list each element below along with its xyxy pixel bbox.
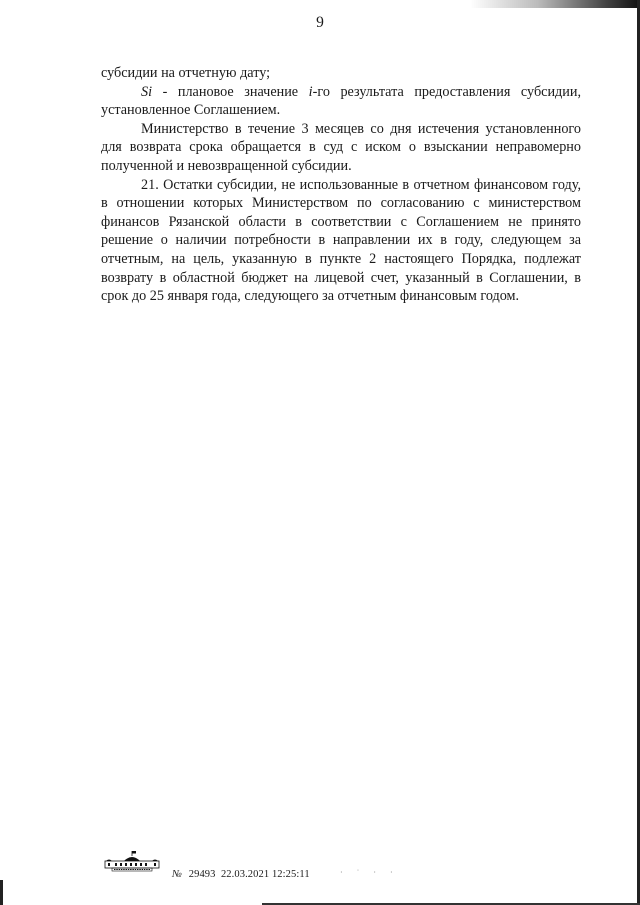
document-body <box>101 64 581 306</box>
variable-si: Si <box>141 83 153 100</box>
number-symbol: № <box>172 869 183 880</box>
registration-stamp <box>172 869 310 880</box>
page-number: 9 <box>316 14 324 31</box>
scan-edge-left <box>0 880 3 905</box>
stamp-date: 22.03.2021 <box>220 869 270 880</box>
paragraph-continuation: субсидии на отчетную дату; <box>101 65 271 81</box>
paragraph-ministry-court: Министерство в течение 3 месяцев со дня истечения установленного для возврата срока обращается в суд с иском о взыскании неправомерно полученной и невозвращенной субсидии. <box>101 120 581 174</box>
paragraph-21: 21. Остатки субсидии, не использованные в отчетном финансовом году, в отношении которых Министерством по согласованию с министерством финансов Рязанской области в соответствии с Соглашением не принято решение о наличии потребности в направлении их в году, следующем за отчетным, на цель, указанную в пункте 2 настоящего Порядка, подлежат возврату в областной бюджет на лицевой счет, указанный в Соглашении, в срок до 25 января года, следующего за отчетным финансовым годом. <box>101 176 581 305</box>
government-building-icon <box>104 850 160 874</box>
definition-rest: -го результата предоставления субсидии, установленное Соглашением. <box>101 83 582 119</box>
scan-specks: · ˙ · · <box>340 868 399 877</box>
variable-i: i <box>308 83 313 100</box>
scan-noise-top <box>470 0 640 8</box>
definition-text: - плановое значение <box>152 83 309 100</box>
doc-number: 29493 <box>188 869 216 880</box>
paragraph-si-definition <box>101 83 581 120</box>
stamp-time: 12:25:11 <box>271 869 310 880</box>
